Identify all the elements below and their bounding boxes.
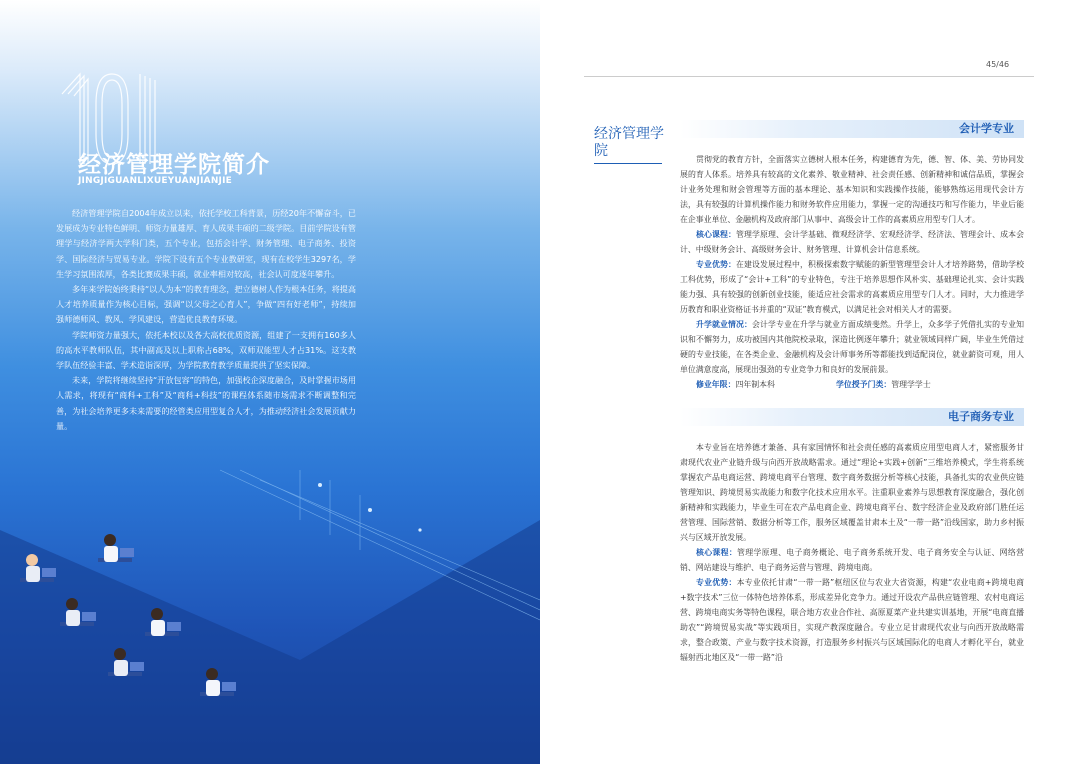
accounting-meta [680, 377, 1024, 392]
accounting-heading: 会计学专业 [680, 120, 1024, 138]
page-title: 经济管理学院简介 [78, 152, 270, 178]
accounting-core-courses: 核心课程：管理学原理、会计学基础、微观经济学、宏观经济学、经济法、管理会计、成本会计、中级财务会计、高级财务会计、财务管理、计算机会计信息系统。 [680, 230, 1024, 254]
accounting-advantages: 专业优势：在建设发展过程中，积极探索数字赋能的新型管理型会计人才培养路势，借助学校工科优势，形成了“会计+工科”的专业特色，专注于培养思想作风朴实、基础理论扎实、会计实践能力强、具有较强的创新创业技能，能适应社会需求的高素质应用型专门人才。同时，大力推进学历教育和职业资格证书并重的“双证”教育模式，以满足社会对相关人才的需要。 [680, 260, 1024, 314]
degree-value: 管理学学士 [891, 380, 931, 389]
core-label: 核心课程： [696, 548, 738, 557]
core-label: 核心课程： [696, 230, 737, 239]
degree-label: 学位授予门类： [836, 380, 892, 389]
accounting-intro: 贯彻党的教育方针，全面落实立德树人根本任务，构建德育为先，德、智、体、美、劳协同发展的育人体系。培养具有较高的文化素养、敬业精神、社会责任感、创新精神和诚信品质，掌握会计业务处理和财会管理等方面的基本理论、基本知识和实践操作技能，能够熟练运用现代会计方法，具有较强的计算机操作能力和财务软件应用能力，掌握一定的沟通技巧和写作能力，毕业后能在企事业单位、金融机构及政府部门从事中、高级会计工作的高素质应用型专门人才。 [680, 155, 1024, 224]
intro-paragraph: 学院师资力量强大，依托本校以及各大高校优质资源，组建了一支拥有160多人的高水平教师队伍，其中副高及以上职称占68%，双师双能型人才占31%。这支教学队伍经验丰富、学术造诣深厚，为学院教育教学质量提供了坚实保障。 [56, 329, 356, 371]
adv-label: 专业优势： [696, 260, 737, 269]
ecommerce-heading: 电子商务专业 [680, 408, 1024, 426]
section-label: 经济管理学院 [594, 126, 664, 159]
page-subtitle: JINGJIGUANLIXUEYUANJIANJIE [78, 176, 232, 186]
header-rule [584, 76, 1034, 77]
right-page [540, 0, 1080, 764]
ecommerce-advantages: 专业优势：本专业依托甘肃“一带一路”枢纽区位与农业大省资源，构建“农业电商+跨境电商+数字技术”三位一体特色培养体系，形成差异化竞争力。通过开设农产品供应链管理、农村电商运营、跨境电商实务等特色课程，联合地方农业合作社、高原夏菜产业共建实训基地，开展“电商直播助农”“跨境贸易实战”等实践项目，实现产教深度融合。专业立足甘肃现代农业与向西开放战略需求，整合政策、产业与数字技术资源，打造服务乡村振兴与区域国际化的电商人才孵化平台，就业辐射西北地区及“一带一路”沿 [680, 578, 1024, 662]
ecommerce-core-courses: 核心课程：管理学原理、电子商务概论、电子商务系统开发、电子商务安全与认证、网络营销、网站建设与维护、电子商务运营与管理、跨境电商。 [680, 548, 1024, 572]
section-rule [594, 163, 662, 164]
ecommerce-intro: 本专业旨在培养德才兼备、具有家国情怀和社会责任感的高素质应用型电商人才，紧密服务甘肃现代农业产业链升级与向西开放战略需求。通过“理论+实践+创新”三维培养模式，学生将系统掌握农产品电商运营、跨境电商平台管理、数字商务数据分析等核心技能，具备扎实的农业供应链管理知识、跨境贸易实战能力和数字化技术应用水平。注重职业素养与思想教育深度融合，强化创新精神和实践能力，毕业生可在农产品电商企业、跨境电商平台、数字经济企业及政府部门胜任运营管理、国际营销、数据分析等工作，服务区域覆盖甘肃本土及“一带一路”沿线国家，助力乡村振兴与区域开放发展。 [680, 443, 1024, 542]
intro-text [56, 206, 356, 434]
classroom-illustration [0, 410, 540, 764]
intro-paragraph: 经济管理学院自2004年成立以来，依托学校工科背景，历经20年不懈奋斗，已发展成为专业特色鲜明、师资力量雄厚、育人成果丰硕的二级学院。目前学院设有管理学与经济学两大学科门类，五个专业，包括会计学、财务管理、电子商务、投资学、国际经济与贸易专业。学院下设有五个专业教研室，现有在校学生3297名，学生学习氛围浓厚，各类比赛成果丰硕，就业率相对较高，社会认可度逐年攀升。 [56, 208, 356, 279]
page-number: 45/46 [986, 60, 1010, 69]
emp-label: 升学就业情况： [696, 320, 753, 329]
duration-label: 修业年限： [696, 380, 736, 389]
adv-label: 专业优势： [696, 578, 737, 587]
student-figure [98, 534, 134, 562]
intro-paragraph: 多年来学院始终秉持“以人为本”的教育理念，把立德树人作为根本任务，将提高人才培养质量作为核心目标，强调“以父母之心育人”，争做“四有好老师”，持续加强师德师风、教风、学风建设，营造优良教育环境。 [56, 284, 356, 325]
intro-paragraph: 未来，学院将继续坚持“开放包容”的特色，加强校企深度融合，及时掌握市场用人需求，将现有“商科+工科”及“商科+科技”的课程体系随市场需求不断调整和完善，为社会培养更多未来需要的经管类应用型复合人才，为推动经济社会发展贡献力量。 [56, 375, 356, 431]
duration-value: 四年制本科 [735, 380, 775, 389]
major-content [680, 120, 1024, 665]
accounting-employment: 升学就业情况：会计学专业在升学与就业方面成绩斐然。升学上，众多学子凭借扎实的专业知识和不懈努力，成功被国内其他院校录取，深造比例逐年攀升；就业领域同样广阔，毕业生凭借过硬的专业技能，在各类企业、金融机构及会计师事务所等都能找到适配岗位，就业薪资可观，用人单位满意度高，展现出强劲的专业竞争力和良好的发展前景。 [680, 320, 1024, 374]
